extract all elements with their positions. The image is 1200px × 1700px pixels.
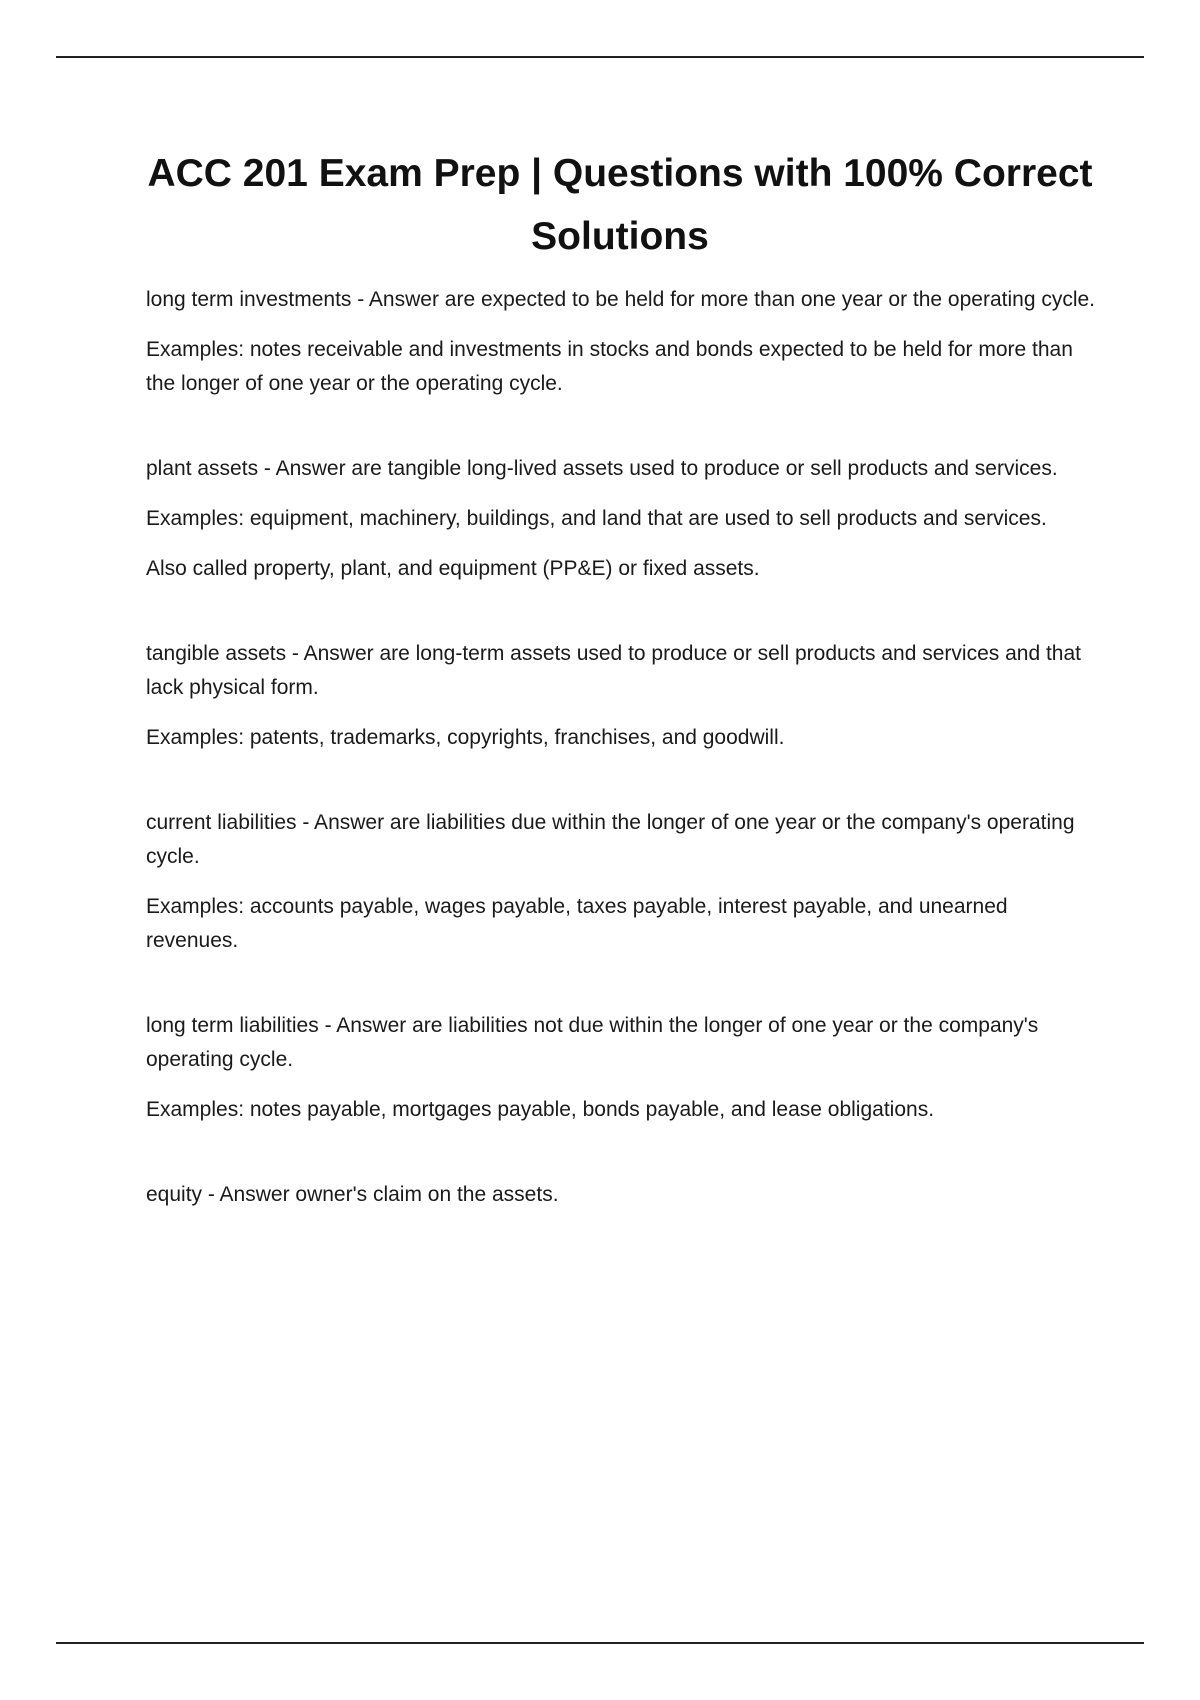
entry-current-liabilities <box>146 806 1096 958</box>
entry-long-term-liabilities <box>146 1009 1096 1127</box>
definition-text: long term liabilities - Answer are liabilities not due within the longer of one year or the company's operating cycle. <box>146 1014 1039 1071</box>
entry-long-term-investments <box>146 283 1096 401</box>
example-text: Examples: equipment, machinery, buildings, and land that are used to sell products and services. <box>146 507 1047 530</box>
definition-text: current liabilities - Answer are liabilities due within the longer of one year or the company's operating cycle. <box>146 811 1075 868</box>
definition-text: tangible assets - Answer are long-term assets used to produce or sell products and services and that lack physical form. <box>146 642 1081 699</box>
document-body <box>146 283 1096 1263</box>
page-title: ACC 201 Exam Prep | Questions with 100% Correct Solutions <box>147 152 1093 258</box>
example-text: Examples: patents, trademarks, copyrights, franchises, and goodwill. <box>146 726 785 749</box>
note-text: Also called property, plant, and equipment (PP&E) or fixed assets. <box>146 557 760 580</box>
definition-text: plant assets - Answer are tangible long-lived assets used to produce or sell products and services. <box>146 457 1058 480</box>
example-text: Examples: notes payable, mortgages payable, bonds payable, and lease obligations. <box>146 1098 935 1121</box>
definition-text: equity - Answer owner's claim on the assets. <box>146 1183 559 1206</box>
example-text: Examples: notes receivable and investments in stocks and bonds expected to be held for more than the longer of one year or the operating cycle. <box>146 338 1073 395</box>
definition-text: long term investments - Answer are expected to be held for more than one year or the operating cycle. <box>146 288 1096 311</box>
footer-rule <box>56 1642 1144 1644</box>
entry-equity <box>146 1178 1096 1212</box>
example-text: Examples: accounts payable, wages payable, taxes payable, interest payable, and unearned revenues. <box>146 895 1008 952</box>
entry-tangible-assets <box>146 637 1096 755</box>
entry-plant-assets <box>146 452 1096 586</box>
header-rule <box>56 56 1144 58</box>
